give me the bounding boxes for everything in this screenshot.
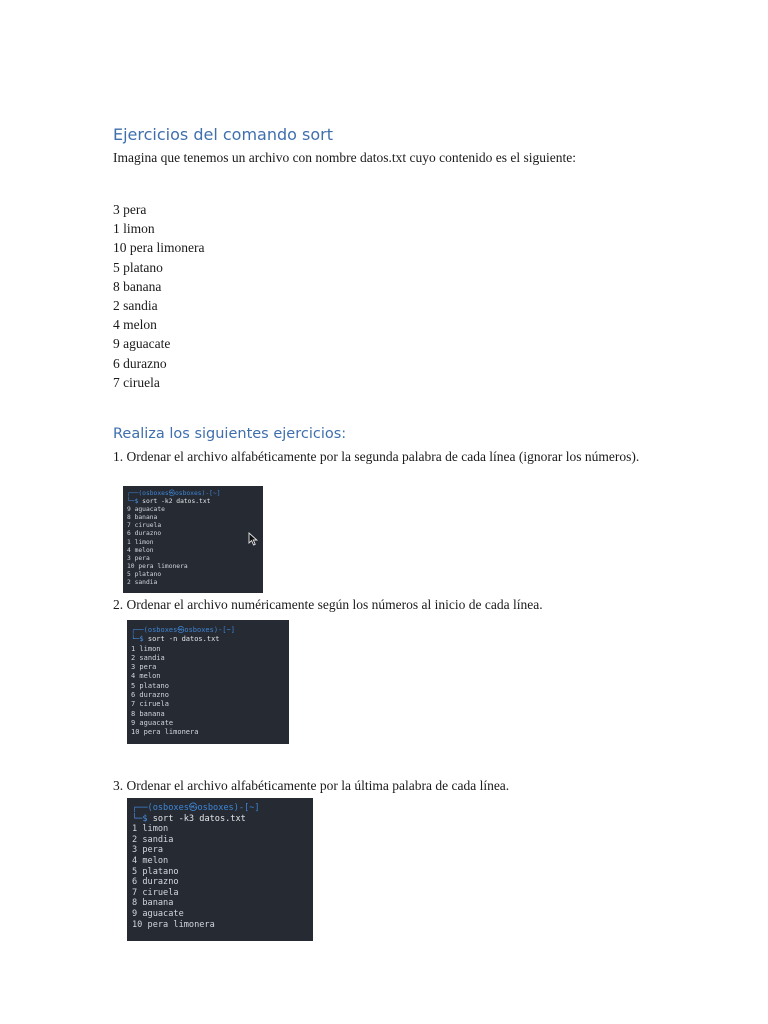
terminal-prompt-bottom: └─$ <box>127 498 143 506</box>
terminal-output-line: 1 limon <box>132 824 169 835</box>
terminal-output-line: 4 melon <box>132 855 169 866</box>
terminal-screenshot-1 <box>123 486 263 593</box>
terminal-output-line: 2 sandia <box>127 579 158 587</box>
terminal-command: sort -k2 datos.txt <box>142 498 211 506</box>
list-item: 3 pera <box>113 202 147 217</box>
terminal-output-line: 5 platano <box>127 570 162 578</box>
list-item: 4 melon <box>113 317 157 333</box>
list-item: 8 banana <box>113 278 162 294</box>
terminal-output-line: 8 banana <box>132 898 174 909</box>
terminal-prompt-bottom: └─$ <box>131 635 148 644</box>
exercise-2-text: 2. Ordenar el archivo numéricamente según los números al inicio de cada línea. <box>113 597 543 612</box>
terminal-output-line: 9 aguacate <box>132 908 184 919</box>
list-item: 7 ciruela <box>113 374 160 390</box>
exercises-heading: Realiza los siguientes ejercicios: <box>113 426 347 442</box>
list-item: 5 platano <box>113 259 163 275</box>
terminal-output-line: 1 limon <box>131 644 161 653</box>
list-item: 1 limon <box>113 221 155 237</box>
terminal-output-line: 8 banana <box>131 709 165 718</box>
page-title: Ejercicios del comando sort <box>113 125 333 144</box>
terminal-screenshot-3 <box>127 798 313 941</box>
terminal-output-line: 10 pera limonera <box>127 562 188 570</box>
terminal-command: sort -k3 datos.txt <box>152 813 246 824</box>
terminal-prompt-top: ┌──(osboxes㉿osboxes)-[~] <box>132 803 260 813</box>
terminal-output-line: 10 pera limonera <box>132 919 215 930</box>
terminal-output-line: 7 ciruela <box>132 887 179 898</box>
terminal-output-line: 9 aguacate <box>127 506 165 514</box>
list-item: 2 sandia <box>113 298 158 314</box>
terminal-output-line: 5 platano <box>131 681 169 690</box>
terminal-output-line: 3 pera <box>131 663 157 672</box>
file-contents-list <box>113 200 204 392</box>
terminal-command: sort -n datos.txt <box>147 635 220 644</box>
terminal-output-line: 2 sandia <box>131 653 165 662</box>
terminal-output-line: 6 durazno <box>132 877 179 888</box>
terminal-prompt-bottom: └─$ <box>132 813 153 824</box>
terminal-output-line: 4 melon <box>127 546 154 554</box>
list-item: 10 pera limonera <box>113 240 205 256</box>
exercise-1-text: 1. Ordenar el archivo alfabéticamente por la segunda palabra de cada línea (ignorar los números). <box>113 449 640 464</box>
terminal-output-line: 3 pera <box>132 845 164 856</box>
terminal-output-line: 6 durazno <box>131 691 169 700</box>
mouse-pointer-icon <box>248 532 258 546</box>
terminal-output-line: 10 pera limonera <box>131 728 199 737</box>
terminal-output-line: 1 limon <box>127 538 154 546</box>
terminal-output-line: 9 aguacate <box>131 718 174 727</box>
terminal-output-line: 7 ciruela <box>127 522 162 530</box>
terminal-output-line: 7 ciruela <box>131 700 169 709</box>
terminal-output-line: 5 platano <box>132 866 179 877</box>
terminal-prompt-top: ┌──(osboxes㉿osboxes)-[~] <box>127 490 221 497</box>
list-item: 9 aguacate <box>113 336 171 352</box>
terminal-prompt-top: ┌──(osboxes㉿osboxes)-[~] <box>131 626 235 634</box>
terminal-output-line: 8 banana <box>127 514 158 522</box>
terminal-output-line: 4 melon <box>131 672 161 681</box>
intro-paragraph: Imagina que tenemos un archivo con nombre datos.txt cuyo contenido es el siguiente: <box>113 150 577 165</box>
terminal-output-line: 2 sandia <box>132 834 174 845</box>
exercise-3-text: 3. Ordenar el archivo alfabéticamente por la última palabra de cada línea. <box>113 778 510 793</box>
terminal-screenshot-2 <box>127 620 289 744</box>
terminal-output-line: 3 pera <box>127 554 150 562</box>
terminal-output-line: 6 durazno <box>127 530 162 538</box>
list-item: 6 durazno <box>113 355 167 371</box>
